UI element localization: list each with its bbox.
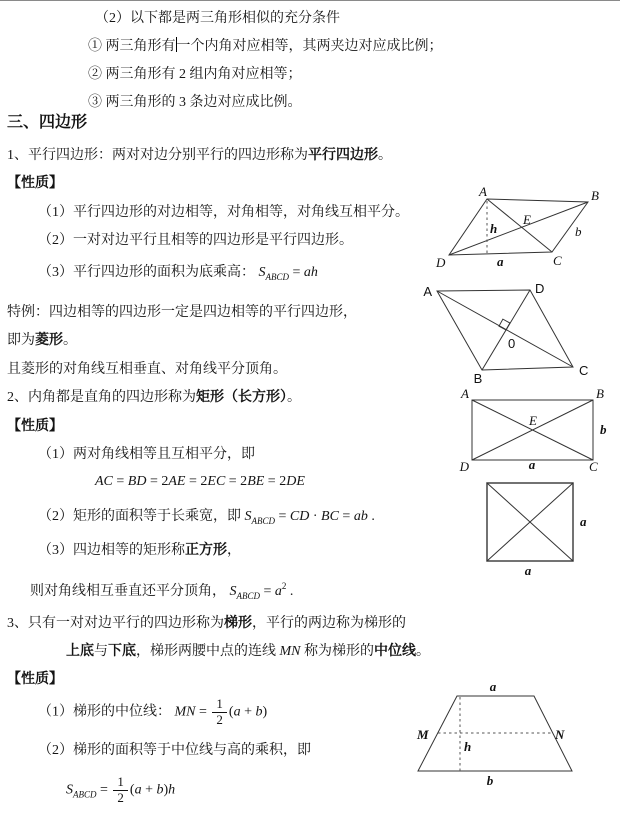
height-label-h: h [464, 739, 472, 754]
text-run: 称为梯形的 [300, 644, 374, 659]
text-run: 1、平行四边形：两对对边分别平行的四边形称为 [7, 148, 308, 163]
text-run: b [255, 704, 263, 720]
parallelogram-diagram [433, 186, 620, 270]
text-run: （1）梯形的中位线： [38, 704, 175, 720]
text-run: ( [129, 782, 135, 798]
text-run: ③ 两三角形的 3 条边对应成比例。 [88, 95, 302, 110]
midpoint-label-m: M [417, 727, 429, 742]
text-run: 2 [281, 581, 287, 591]
fraction: $\frac{1}{2}$ [113, 775, 128, 806]
text-line [38, 506, 375, 532]
text-run: + [240, 704, 256, 720]
top-base-label-a: a [489, 680, 497, 694]
text-run: 上底 [66, 644, 94, 659]
text-line [38, 262, 318, 288]
text-run: = [275, 509, 290, 524]
text-run: （3）平行四边形的面积为底乘高： [38, 265, 259, 280]
vertex-label-d: D [436, 255, 446, 270]
text-run: 平行四边形 [308, 148, 378, 163]
text-run: ab [353, 509, 368, 524]
rectangle-diagram [453, 388, 620, 472]
text-run: a [134, 782, 142, 798]
text-line [38, 540, 241, 561]
text-run: AE [168, 474, 186, 489]
text-line [7, 613, 406, 634]
text-run: 矩形（长方形） [196, 390, 287, 405]
bottom-base-label-b: b [486, 773, 494, 788]
text-line [7, 302, 357, 323]
text-run: 【性质】 [7, 419, 63, 434]
base-label-a: a [497, 254, 504, 269]
text-line [7, 145, 392, 166]
text-run: = [289, 265, 304, 280]
text-run: 梯形 [224, 616, 252, 631]
text-run: ABCD [73, 789, 97, 800]
text-run: 。 [416, 644, 430, 659]
text-run: S [66, 782, 73, 798]
trapezoid-diagram [403, 680, 593, 790]
side-label-a-bottom: a [524, 563, 532, 576]
rhombus-diagram [423, 280, 620, 385]
text-line [95, 471, 305, 492]
text-run: ah [303, 265, 318, 280]
text-line [88, 92, 302, 113]
center-label-o: 0 [508, 336, 516, 351]
text-run: MN [279, 644, 301, 659]
text-run: 。 [287, 390, 301, 405]
vertex-label-a: A [423, 284, 432, 299]
vertex-label-a: A [479, 186, 487, 199]
text-run: ABCD [251, 516, 275, 526]
text-run: （3）四边相等的矩形称 [38, 543, 185, 558]
text-run: （1）平行四边形的对边相等，对角相等，对角线互相平分。 [38, 205, 409, 220]
text-run: h [168, 782, 176, 798]
top-divider [0, 0, 620, 1]
text-run: （2）一对对边平行且相等的四边形是平行四边形。 [38, 233, 353, 248]
text-line [7, 669, 63, 690]
text-run: = [112, 474, 128, 489]
text-run: 正方形 [185, 543, 227, 558]
text-run: = 2 [225, 474, 248, 489]
text-run: ，梯形两腰中点的连线 [136, 644, 280, 659]
text-run: DE [286, 474, 305, 489]
text-run: 菱形 [35, 333, 63, 348]
text-line [30, 576, 293, 607]
text-run: = [96, 782, 112, 798]
text-run: 特例：四边相等的四边形一定是四边相等的平行四边形， [7, 305, 357, 320]
text-run: 【性质】 [7, 672, 63, 687]
vertex-label-a: A [461, 388, 469, 401]
text-run: （2）以下都是两三角形相似的充分条件 [95, 11, 340, 26]
text-run: 则对角线相互垂直还平分顶角， [30, 584, 230, 599]
text-run: . [286, 584, 294, 599]
side-label-b: b [575, 224, 582, 239]
text-line [38, 202, 409, 223]
text-line [38, 230, 353, 251]
text-line [7, 112, 87, 133]
text-run: BC [321, 509, 339, 524]
midpoint-label-n: N [555, 727, 565, 742]
text-line [66, 641, 430, 662]
text-run: AC [95, 474, 113, 489]
text-run: 一个内角对应相等，其两夹边对应成比例； [176, 39, 443, 54]
fraction: $\frac{1}{2}$ [212, 697, 227, 728]
text-run: · [309, 509, 322, 524]
text-run: 。 [63, 333, 77, 348]
text-run: （1）两对角线相等且互相平分，即 [38, 447, 255, 462]
text-run: S [229, 584, 237, 599]
text-run: 下底 [108, 644, 136, 659]
text-run: ABCD [265, 272, 289, 282]
vertex-label-d: D [459, 459, 469, 472]
vertex-label-c: C [589, 459, 598, 472]
text-run: 与 [94, 644, 108, 659]
text-run: = [260, 584, 275, 599]
text-run: ， [227, 543, 241, 558]
text-run: BE [247, 474, 265, 489]
square-diagram [478, 476, 598, 576]
text-run: = 2 [146, 474, 169, 489]
text-line [7, 387, 301, 408]
text-run: ② 两三角形有 2 组内角对应相等； [88, 67, 302, 82]
text-run: BD [127, 474, 147, 489]
text-run: S [244, 509, 252, 524]
text-line [88, 36, 443, 57]
height-label-h: h [490, 221, 498, 236]
text-run: ① 两三角形有 [88, 39, 176, 54]
text-run: 三、四边形 [7, 114, 88, 131]
vertex-label-c: C [553, 253, 562, 268]
text-run: 2、内角都是直角的四边形称为 [7, 390, 196, 405]
side-label-a-right: a [580, 514, 587, 529]
text-line [95, 8, 340, 29]
vertex-label-b: B [596, 388, 604, 401]
text-run: （2）梯形的面积等于中位线与高的乘积，即 [38, 743, 311, 758]
text-run: = [338, 509, 354, 524]
vertex-label-b: B [473, 371, 483, 385]
text-run: 。 [378, 148, 392, 163]
text-run: 中位线 [374, 644, 416, 659]
intersection-label-e: E [523, 212, 531, 227]
text-run: S [258, 265, 266, 280]
text-run: = [195, 704, 211, 720]
side-label-b: b [600, 422, 607, 437]
text-run: CD [289, 509, 310, 524]
text-run: a [233, 704, 241, 720]
text-run: 3、只有一对对边平行的四边形称为 [7, 616, 224, 631]
text-run: . [367, 509, 375, 524]
text-run: + [141, 782, 157, 798]
text-run: 且菱形的对角线互相垂直、对角线平分顶角。 [7, 362, 287, 377]
vertex-label-b: B [591, 188, 599, 203]
vertex-label-c: C [579, 363, 589, 378]
text-line [88, 64, 302, 85]
text-line [38, 697, 267, 728]
text-line [7, 330, 77, 351]
text-run: ( [228, 704, 234, 720]
text-run: MN [174, 704, 196, 720]
text-line [7, 416, 63, 437]
text-run: 【性质】 [7, 176, 63, 191]
text-run: ) [163, 782, 169, 798]
text-line [66, 775, 175, 806]
text-run: ) [262, 704, 268, 720]
intersection-label-e: E [529, 413, 537, 428]
text-run: a [274, 584, 282, 599]
text-run: ，平行的两边称为梯形的 [252, 616, 406, 631]
text-run: （2）矩形的面积等于长乘宽，即 [38, 509, 245, 524]
text-run: 即为 [7, 333, 35, 348]
text-run: = 2 [185, 474, 208, 489]
base-label-a: a [528, 457, 536, 472]
text-line [7, 173, 63, 194]
text-line [38, 740, 311, 761]
text-line [7, 359, 287, 380]
vertex-label-d: D [535, 281, 545, 296]
text-run: b [156, 782, 164, 798]
text-run: = 2 [264, 474, 287, 489]
text-line [38, 444, 255, 465]
text-run: ABCD [236, 591, 260, 601]
text-run: EC [207, 474, 226, 489]
